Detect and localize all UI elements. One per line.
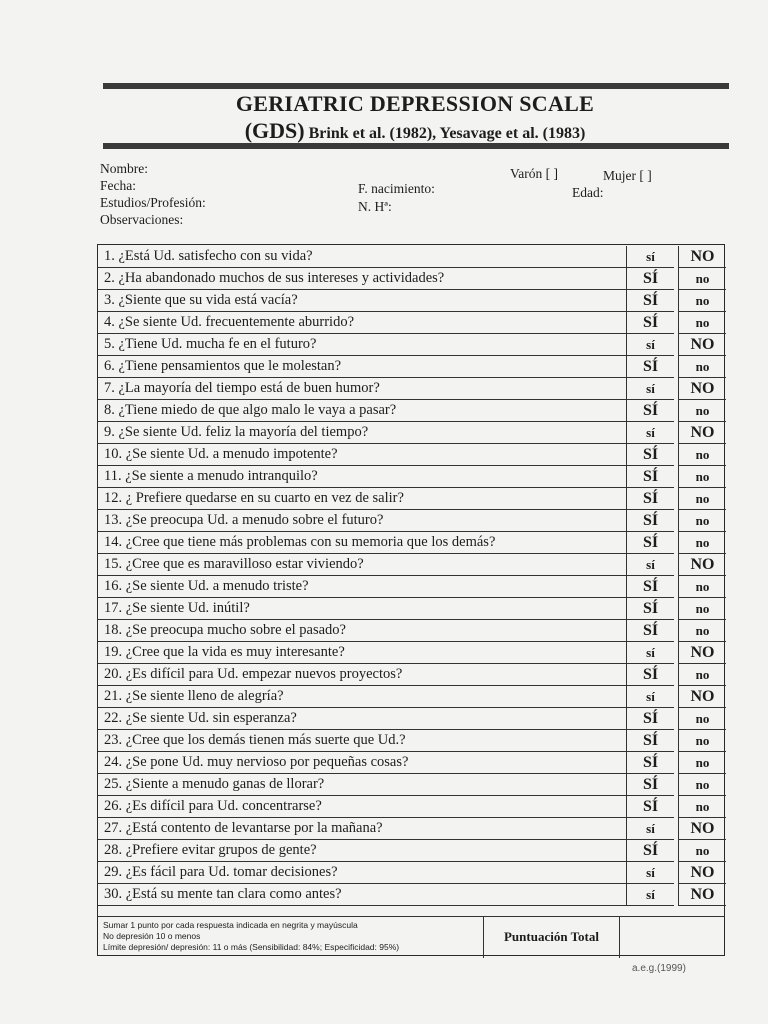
question-table <box>97 244 725 956</box>
question-text: 26. ¿Es difícil para Ud. concentrarse? <box>98 796 626 818</box>
question-row <box>98 334 724 356</box>
answer-no[interactable]: NO <box>678 686 726 708</box>
question-text: 18. ¿Se preocupa mucho sobre el pasado? <box>98 620 626 642</box>
answer-yes[interactable]: SÍ <box>626 840 674 862</box>
question-text: 4. ¿Se siente Ud. frecuentemente aburrido? <box>98 312 626 334</box>
question-row <box>98 576 724 598</box>
answer-yes[interactable]: SÍ <box>626 532 674 554</box>
answer-yes[interactable]: SÍ <box>626 796 674 818</box>
question-text: 20. ¿Es difícil para Ud. empezar nuevos proyectos? <box>98 664 626 686</box>
question-row <box>98 884 724 906</box>
question-text: 10. ¿Se siente Ud. a menudo impotente? <box>98 444 626 466</box>
answer-no[interactable]: NO <box>678 422 726 444</box>
answer-no[interactable]: NO <box>678 334 726 356</box>
question-row <box>98 290 724 312</box>
field-mujer: Mujer [ ] <box>603 168 652 183</box>
field-fecha: Fecha: <box>100 178 136 193</box>
question-row <box>98 840 724 862</box>
answer-no[interactable]: no <box>678 620 726 642</box>
question-row <box>98 356 724 378</box>
question-text: 24. ¿Se pone Ud. muy nervioso por pequeñas cosas? <box>98 752 626 774</box>
question-row <box>98 620 724 642</box>
answer-no[interactable]: no <box>678 488 726 510</box>
question-row <box>98 532 724 554</box>
answer-yes[interactable]: SÍ <box>626 752 674 774</box>
field-f-nacimiento: F. nacimiento: <box>358 181 435 196</box>
answer-yes[interactable]: SÍ <box>626 708 674 730</box>
answer-no[interactable]: no <box>678 356 726 378</box>
answer-no[interactable]: no <box>678 444 726 466</box>
answer-yes[interactable]: SÍ <box>626 730 674 752</box>
question-text: 12. ¿ Prefiere quedarse en su cuarto en vez de salir? <box>98 488 626 510</box>
answer-no[interactable]: no <box>678 312 726 334</box>
question-text: 27. ¿Está contento de levantarse por la mañana? <box>98 818 626 840</box>
field-varon: Varón [ ] <box>510 166 558 181</box>
question-text: 5. ¿Tiene Ud. mucha fe en el futuro? <box>98 334 626 356</box>
question-text: 19. ¿Cree que la vida es muy interesante? <box>98 642 626 664</box>
answer-yes[interactable]: SÍ <box>626 312 674 334</box>
question-text: 11. ¿Se siente a menudo intranquilo? <box>98 466 626 488</box>
answer-no[interactable]: NO <box>678 246 726 268</box>
question-text: 21. ¿Se siente lleno de alegría? <box>98 686 626 708</box>
answer-no[interactable]: no <box>678 268 726 290</box>
question-row <box>98 598 724 620</box>
credit: a.e.g.(1999) <box>632 963 686 974</box>
subtitle-authors: Brink et al. (1982), Yesavage et al. (1983) <box>308 125 586 142</box>
answer-yes[interactable]: sí <box>626 818 674 840</box>
scoring-note: Límite depresión/ depresión: 11 o más (Sensibilidad: 84%; Especificidad: 95%) <box>103 942 400 952</box>
answer-no[interactable]: no <box>678 840 726 862</box>
answer-no[interactable]: NO <box>678 642 726 664</box>
answer-no[interactable]: NO <box>678 554 726 576</box>
answer-yes[interactable]: sí <box>626 642 674 664</box>
answer-yes[interactable]: sí <box>626 554 674 576</box>
field-observaciones: Observaciones: <box>100 212 184 227</box>
question-row <box>98 312 724 334</box>
question-text: 2. ¿Ha abandonado muchos de sus intereses y actividades? <box>98 268 626 290</box>
question-text: 7. ¿La mayoría del tiempo está de buen humor? <box>98 378 626 400</box>
answer-no[interactable]: NO <box>678 378 726 400</box>
answer-no[interactable]: no <box>678 774 726 796</box>
question-row <box>98 268 724 290</box>
answer-no[interactable]: no <box>678 598 726 620</box>
question-row <box>98 246 724 268</box>
answer-yes[interactable]: SÍ <box>626 268 674 290</box>
question-text: 28. ¿Prefiere evitar grupos de gente? <box>98 840 626 862</box>
question-row <box>98 796 724 818</box>
page-subtitle <box>100 118 730 144</box>
scoring-note: Sumar 1 punto por cada respuesta indicada en negrita y mayúscula <box>103 920 358 930</box>
answer-yes[interactable]: sí <box>626 246 674 268</box>
answer-yes[interactable]: sí <box>626 378 674 400</box>
question-row <box>98 862 724 884</box>
question-text: 6. ¿Tiene pensamientos que le molestan? <box>98 356 626 378</box>
question-row <box>98 554 724 576</box>
answer-no[interactable]: NO <box>678 818 726 840</box>
question-row <box>98 378 724 400</box>
table-footer <box>98 916 724 958</box>
question-text: 23. ¿Cree que los demás tienen más suerte que Ud.? <box>98 730 626 752</box>
answer-no[interactable]: no <box>678 730 726 752</box>
page-title: GERIATRIC DEPRESSION SCALE <box>235 91 595 116</box>
scoring-note: No depresión 10 o menos <box>103 931 201 941</box>
answer-yes[interactable]: sí <box>626 884 674 906</box>
answer-no[interactable]: no <box>678 400 726 422</box>
answer-no[interactable]: no <box>678 796 726 818</box>
field-edad: Edad: <box>572 185 604 200</box>
answer-no[interactable]: NO <box>678 884 726 906</box>
question-text: 30. ¿Está su mente tan clara como antes? <box>98 884 626 906</box>
question-text: 1. ¿Está Ud. satisfecho con su vida? <box>98 246 626 268</box>
answer-no[interactable]: no <box>678 466 726 488</box>
question-text: 13. ¿Se preocupa Ud. a menudo sobre el futuro? <box>98 510 626 532</box>
answer-no[interactable]: no <box>678 752 726 774</box>
question-text: 9. ¿Se siente Ud. feliz la mayoría del tiempo? <box>98 422 626 444</box>
answer-yes[interactable]: SÍ <box>626 444 674 466</box>
question-row <box>98 664 724 686</box>
question-row <box>98 510 724 532</box>
answer-yes[interactable]: sí <box>626 862 674 884</box>
question-row <box>98 818 724 840</box>
question-row <box>98 422 724 444</box>
answer-yes[interactable]: SÍ <box>626 576 674 598</box>
question-row <box>98 752 724 774</box>
answer-yes[interactable]: SÍ <box>626 774 674 796</box>
answer-yes[interactable]: SÍ <box>626 510 674 532</box>
answer-yes[interactable]: SÍ <box>626 400 674 422</box>
question-row <box>98 466 724 488</box>
top-rule <box>103 83 729 89</box>
question-row <box>98 444 724 466</box>
question-row <box>98 400 724 422</box>
question-text: 17. ¿Se siente Ud. inútil? <box>98 598 626 620</box>
answer-no[interactable]: no <box>678 664 726 686</box>
question-text: 8. ¿Tiene miedo de que algo malo le vaya a pasar? <box>98 400 626 422</box>
question-text: 25. ¿Siente a menudo ganas de llorar? <box>98 774 626 796</box>
question-row <box>98 774 724 796</box>
answer-yes[interactable]: SÍ <box>626 290 674 312</box>
question-text: 16. ¿Se siente Ud. a menudo triste? <box>98 576 626 598</box>
answer-yes[interactable]: sí <box>626 686 674 708</box>
total-score-label: Puntuación Total <box>483 917 620 958</box>
answer-no[interactable]: no <box>678 708 726 730</box>
question-row <box>98 730 724 752</box>
bottom-rule <box>103 143 729 149</box>
field-nombre: Nombre: <box>100 161 148 176</box>
answer-yes[interactable]: SÍ <box>626 664 674 686</box>
question-row <box>98 686 724 708</box>
question-text: 3. ¿Siente que su vida está vacía? <box>98 290 626 312</box>
answer-yes[interactable]: sí <box>626 334 674 356</box>
scoring-notes <box>103 920 399 953</box>
answer-yes[interactable]: sí <box>626 422 674 444</box>
answer-no[interactable]: no <box>678 510 726 532</box>
answer-no[interactable]: no <box>678 576 726 598</box>
subtitle-gds: (GDS) <box>244 118 305 143</box>
answer-yes[interactable]: SÍ <box>626 356 674 378</box>
question-text: 22. ¿Se siente Ud. sin esperanza? <box>98 708 626 730</box>
question-text: 29. ¿Es fácil para Ud. tomar decisiones? <box>98 862 626 884</box>
answer-yes[interactable]: SÍ <box>626 488 674 510</box>
answer-no[interactable]: no <box>678 290 726 312</box>
question-text: 14. ¿Cree que tiene más problemas con su memoria que los demás? <box>98 532 626 554</box>
field-n-historia: N. Hª: <box>358 199 392 214</box>
question-row <box>98 642 724 664</box>
answer-no[interactable]: no <box>678 532 726 554</box>
answer-yes[interactable]: SÍ <box>626 598 674 620</box>
question-row <box>98 708 724 730</box>
field-estudios: Estudios/Profesión: <box>100 195 206 210</box>
answer-no[interactable]: NO <box>678 862 726 884</box>
question-text: 15. ¿Cree que es maravilloso estar viviendo? <box>98 554 626 576</box>
question-row <box>98 488 724 510</box>
answer-yes[interactable]: SÍ <box>626 620 674 642</box>
answer-yes[interactable]: SÍ <box>626 466 674 488</box>
